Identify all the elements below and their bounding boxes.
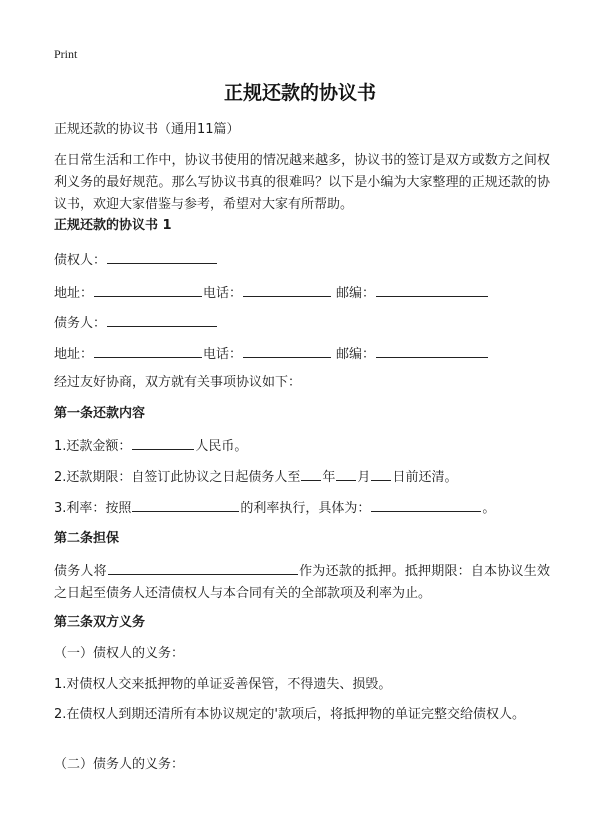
article-1-heading: 第一条还款内容 (54, 406, 146, 421)
creditor-duty-1: 1.对债权人交来抵押物的单证妥善保管，不得遗失、损毁。 (54, 677, 392, 692)
amount-currency: 人民币。 (195, 439, 248, 454)
postcode-label: 邮编： (336, 347, 376, 362)
creditor-address-blank (94, 281, 202, 297)
term-year-label: 年 (322, 470, 336, 485)
debtor-phone-blank (243, 342, 331, 358)
term-year-blank (301, 465, 321, 481)
debtor-duty-heading: （二）债务人的义务： (54, 757, 185, 772)
debtor-contact-line (54, 342, 489, 366)
rate-end-punct: 。 (482, 501, 496, 516)
pledge-label: 债务人将 (54, 564, 107, 579)
document-subtitle: 正规还款的协议书（通用11篇） (54, 122, 240, 137)
phone-label: 电话： (203, 347, 243, 362)
creditor-contact-line (54, 281, 489, 305)
creditor-duty-heading: （一）债权人的义务： (54, 646, 185, 661)
creditor-label: 债权人： (54, 253, 107, 268)
print-link[interactable]: Print (54, 47, 78, 61)
debtor-line (54, 311, 218, 335)
pledge-blank (108, 559, 298, 575)
creditor-line (54, 248, 218, 272)
term-day-label: 日前还清。 (392, 470, 458, 485)
rate-detail-blank (371, 496, 481, 512)
article-3-heading: 第三条双方义务 (54, 615, 146, 630)
term-day-blank (371, 465, 391, 481)
term-month-label: 月 (357, 470, 371, 485)
phone-label: 电话： (203, 286, 243, 301)
amount-blank (132, 434, 194, 450)
term-month-blank (336, 465, 356, 481)
address-label: 地址： (54, 286, 94, 301)
debtor-label: 债务人： (54, 316, 107, 331)
rate-middle-text: 的利率执行，具体为： (240, 501, 371, 516)
address-label: 地址： (54, 347, 94, 362)
article-2-heading: 第二条担保 (54, 531, 120, 546)
debtor-address-blank (94, 342, 202, 358)
section-heading-1: 正规还款的协议书 1 (54, 218, 172, 233)
interest-rate-line (54, 496, 495, 520)
intro-paragraph: 在日常生活和工作中，协议书使用的情况越来越多，协议书的签订是双方或数方之间权利义务的最好规范。那么写协议书真的很难吗？以下是小编为大家整理的正规还款的协议书，欢迎大家借鉴与参考，希望对大家有所帮助。 (54, 153, 550, 212)
negotiation-text: 经过友好协商，双方就有关事项协议如下： (54, 375, 302, 390)
pledge-paragraph (54, 559, 550, 605)
pledge-text: 作为还款的抵押。抵押期限：自本协议生效之日起至债务人还清债权人与本合同有关的全部款项及利率为止。 (54, 564, 550, 601)
page-title: 正规还款的协议书 (223, 82, 376, 104)
amount-label: 1.还款金额： (54, 439, 132, 454)
postcode-label: 邮编： (336, 286, 376, 301)
rate-label: 3.利率：按照 (54, 501, 132, 516)
debtor-postcode-blank (376, 342, 488, 358)
repayment-term-line (54, 465, 457, 489)
creditor-duty-2: 2.在债权人到期还清所有本协议规定的'款项后，将抵押物的单证完整交给债权人。 (54, 707, 525, 722)
creditor-phone-blank (243, 281, 331, 297)
rate-basis-blank (132, 496, 239, 512)
term-label: 2.还款期限：自签订此协议之日起债务人至 (54, 470, 301, 485)
creditor-postcode-blank (376, 281, 488, 297)
repayment-amount-line (54, 434, 247, 458)
creditor-blank (107, 248, 217, 264)
debtor-blank (107, 311, 217, 327)
